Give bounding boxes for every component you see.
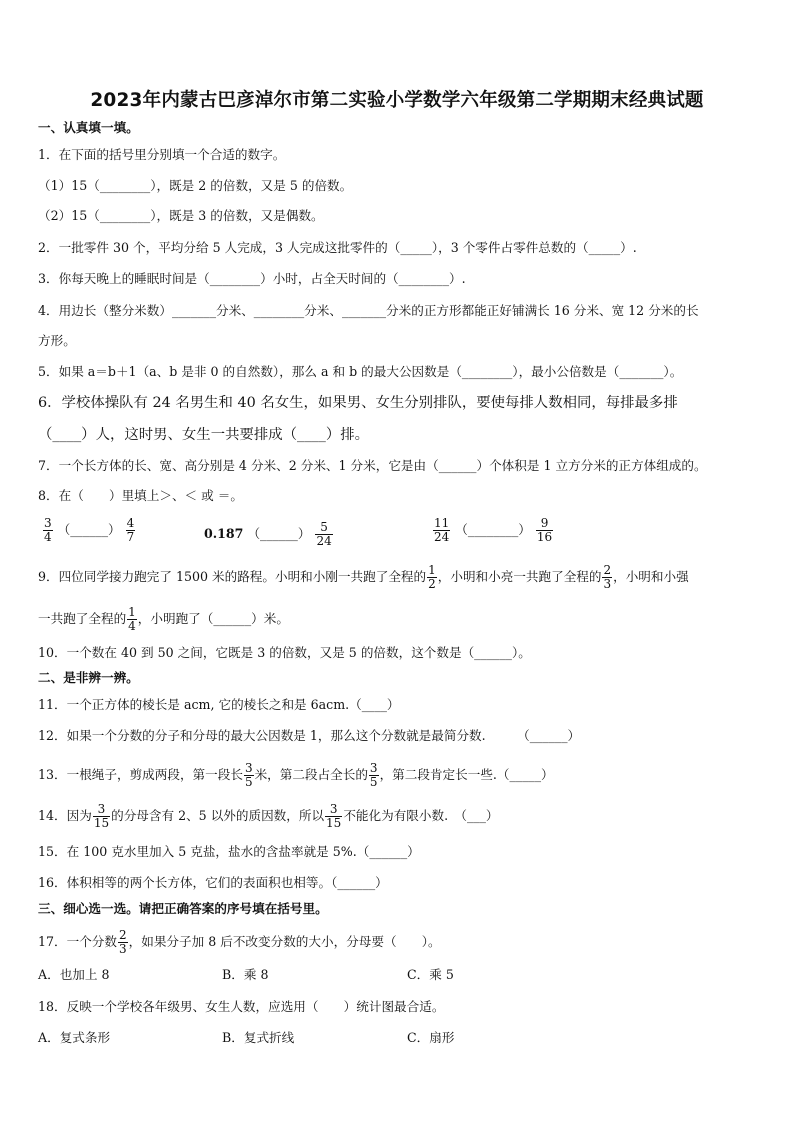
question-15: 15．在 100 克水里加入 5 克盐，盐水的含盐率就是 5%.（______） [38, 844, 420, 859]
question-2: 2．一批零件 30 个，平均分给 5 人完成，3 人完成这批零件的（_____），3 个零件占零件总数的（_____）. [38, 240, 637, 255]
fraction: $\frac{2}{3}$ [603, 563, 612, 591]
decimal-value: 0.187 [204, 526, 244, 541]
question-7: 7．一个长方体的长、宽、高分别是 4 分米、2 分米、1 分米，它是由（______）个体积是 1 立方分米的正方体组成的。 [38, 458, 707, 473]
question-14: 14．因为 $\frac{3}{15}$ 的分母含有 2、5 以外的质因数，所以 $\frac{3}{15}$ 不能化为有限小数. （___） [38, 802, 499, 830]
option-18-c: C．扇形 [407, 1030, 455, 1045]
section-fill-in: 一、认真填一填。 [38, 120, 139, 135]
section-true-false: 二、是非辨一辨。 [38, 670, 139, 685]
question-12: 12．如果一个分数的分子和分母的最大公因数是 1，那么这个分数就是最简分数. （______） [38, 728, 581, 743]
question-10: 10．一个数在 40 到 50 之间，它既是 3 的倍数，又是 5 的倍数，这个数是（______）。 [38, 645, 531, 660]
fraction: $\frac{3}{15}$ [326, 802, 342, 830]
option-17-b: B．乘 8 [222, 967, 269, 982]
fraction: $\frac{3}{15}$ [93, 802, 110, 830]
question-6-line-1: 6．学校体操队有 24 名男生和 40 名女生，如果男、女生分别排队，要使每排人数相同，每排最多排 [38, 395, 678, 411]
fraction: $\frac{3}{4}$ [44, 516, 52, 544]
compare-blank: （______） [57, 522, 121, 537]
compare-item-2 [204, 521, 334, 548]
page-title: 2023年内蒙古巴彦淖尔市第二实验小学数学六年级第二学期期末经典试题 [90, 90, 704, 111]
fraction: $\frac{1}{4}$ [128, 605, 136, 633]
compare-item-3 [432, 517, 554, 544]
question-9-line-2: 一共跑了全程的 $\frac{1}{4}$ ，小明跑了（______）米。 [38, 605, 289, 633]
fraction: $\frac{5}{24}$ [316, 520, 332, 548]
question-9-line-1: 9．四位同学接力跑完了 1500 米的路程。小明和小刚一共跑了全程的 $\frac{1}{2}$ ，小明和小亮一共跑了全程的 $\frac{2}{3}$ ，小明和小强 [38, 563, 689, 591]
option-18-b: B．复式折线 [222, 1030, 295, 1045]
fraction: $\frac{2}{3}$ [119, 928, 127, 956]
question-4-line-2: 方形。 [38, 333, 76, 348]
fraction: $\frac{11}{24}$ [434, 516, 450, 544]
option-17-c: C．乘 5 [407, 967, 454, 982]
compare-blank: （________） [455, 522, 531, 537]
question-1-part-2: （2）15（________），既是 3 的倍数，又是偶数。 [38, 208, 324, 223]
question-8: 8．在（ ）里填上＞、＜ 或 ＝。 [38, 488, 243, 503]
fraction: $\frac{3}{5}$ [244, 761, 253, 789]
fraction: $\frac{4}{7}$ [126, 516, 135, 544]
compare-item-1 [42, 517, 136, 544]
question-5: 5．如果 a＝b＋1（a、b 是非 0 的自然数），那么 a 和 b 的最大公因数是（________），最小公倍数是（_______）。 [38, 364, 683, 379]
question-18: 18．反映一个学校各年级男、女生人数，应选用（ ）统计图最合适。 [38, 999, 445, 1014]
question-1-part-1: （1）15（________），既是 2 的倍数，又是 5 的倍数。 [38, 178, 353, 193]
fraction: $\frac{3}{5}$ [369, 761, 378, 789]
fraction: $\frac{1}{2}$ [428, 563, 436, 591]
section-multiple-choice: 三、细心选一选。请把正确答案的序号填在括号里。 [38, 901, 328, 916]
fraction: $\frac{9}{16}$ [536, 516, 553, 544]
question-17: 17．一个分数 $\frac{2}{3}$ ，如果分子加 8 后不改变分数的大小，分母要（ ）。 [38, 928, 441, 956]
question-1: 1．在下面的括号里分别填一个合适的数字。 [38, 147, 286, 162]
question-6-line-2: （____）人，这时男、女生一共要排成（____）排。 [38, 427, 369, 443]
compare-blank: （______） [247, 526, 311, 541]
question-16: 16．体积相等的两个长方体，它们的表面积也相等。（______） [38, 875, 388, 890]
question-13: 13．一根绳子，剪成两段，第一段长 $\frac{3}{5}$ 米，第二段占全长的 $\frac{3}{5}$ ，第二段肯定长一些.（_____） [38, 761, 554, 789]
question-11: 11．一个正方体的棱长是 acm, 它的棱长之和是 6acm.（____） [38, 697, 400, 712]
option-18-a: A．复式条形 [38, 1030, 111, 1045]
question-3: 3．你每天晚上的睡眠时间是（________）小时，占全天时间的（________）. [38, 271, 466, 286]
question-4-line-1: 4．用边长（整分米数）_______分米、________分米、_______分米的正方形都能正好铺满长 16 分米、宽 12 分米的长 [38, 303, 699, 318]
option-17-a: A．也加上 8 [38, 967, 110, 982]
